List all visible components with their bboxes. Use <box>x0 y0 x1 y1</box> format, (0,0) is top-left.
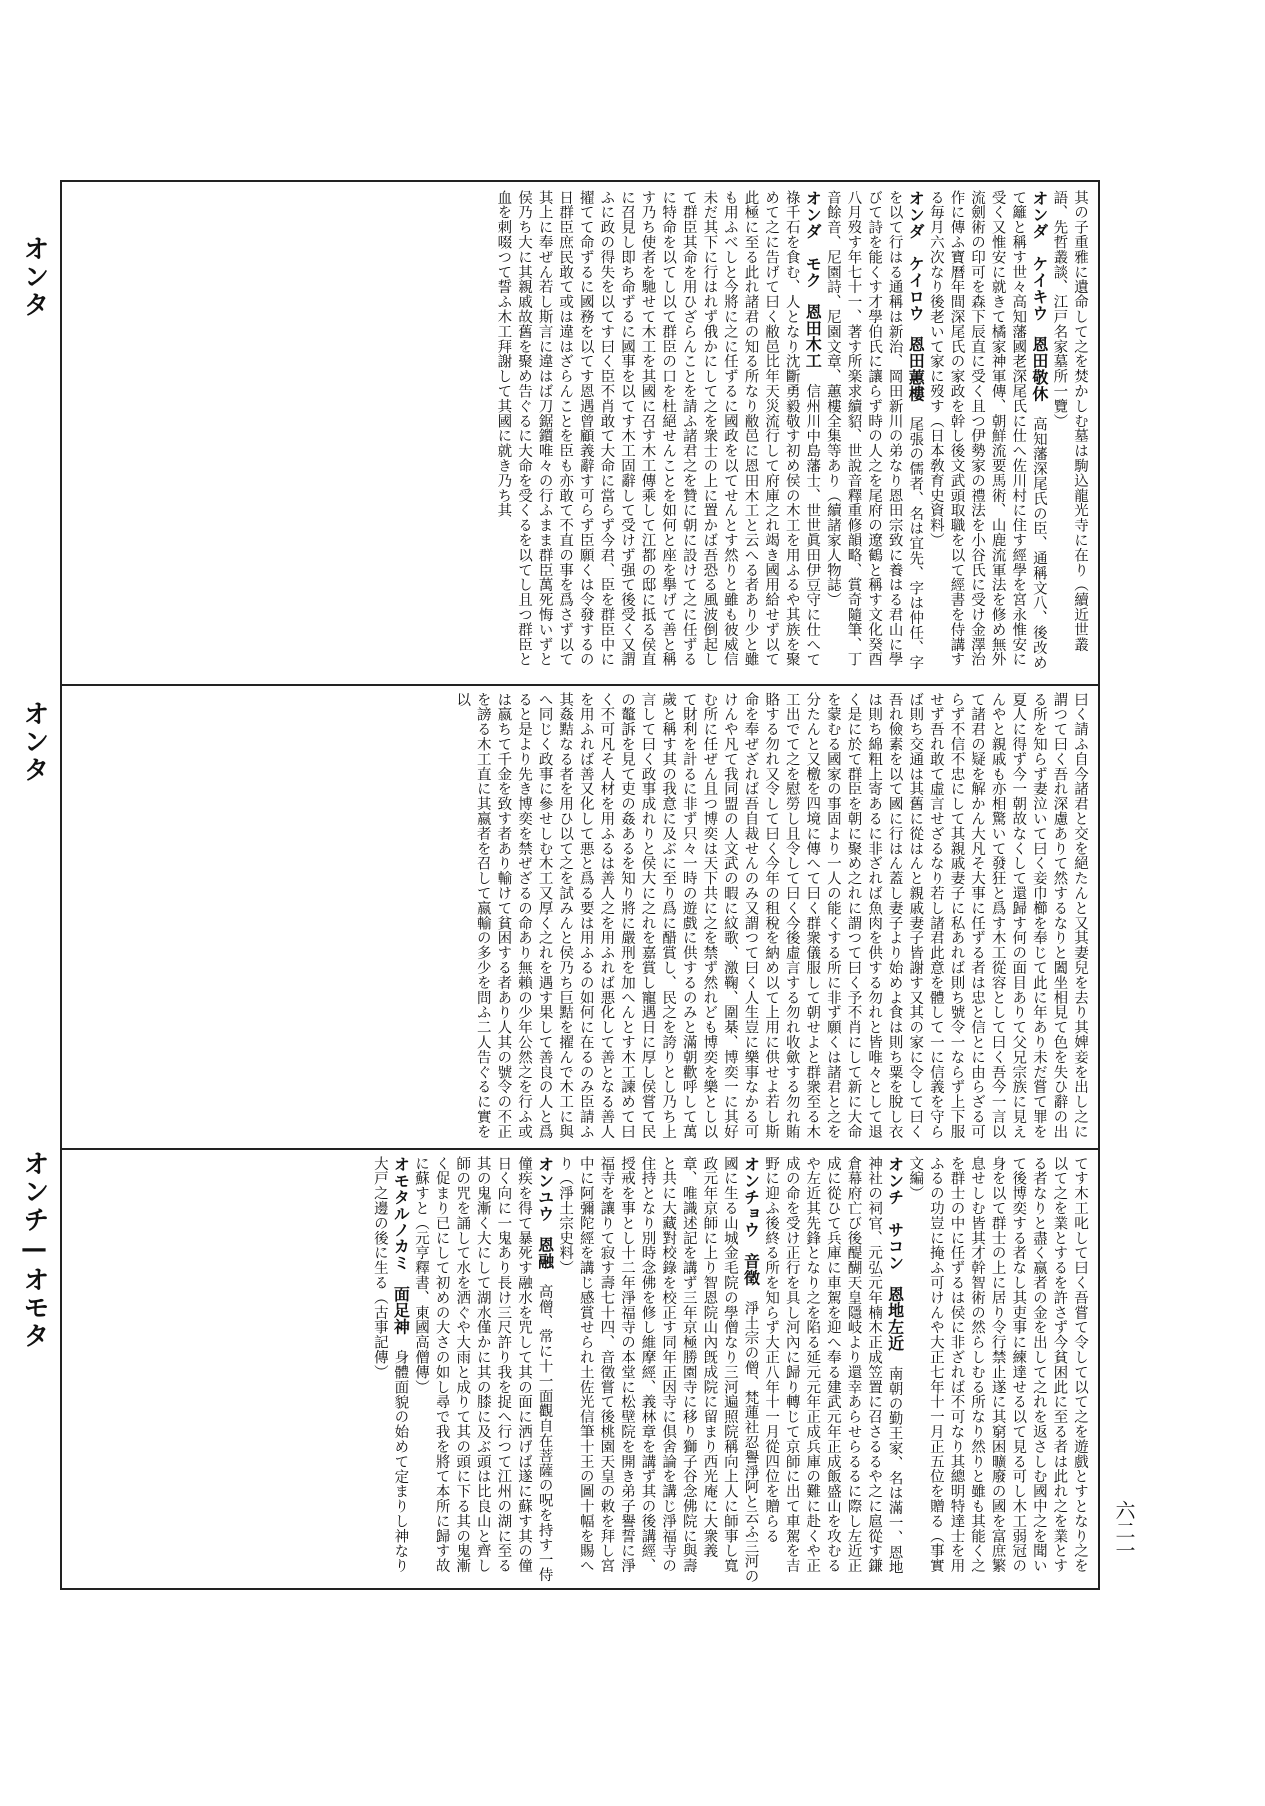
side-label-2: オンタ <box>19 700 49 784</box>
entry <box>761 1156 905 1584</box>
entry-headword: オンダ ケイキウ <box>1029 190 1049 322</box>
entry-body: 高僧、常に十一面觀自在菩薩の呪を持す一侍僮疾を得て暴死す融水を咒して其の面に洒げば遂に蘇す其の僮日く向に一鬼あり長け三尺許り我を捉へ行つて江州の湖に至る其の鬼漸く大にして湖水僅かに其の膝に及ぶ頭は比良山と齊し師の咒を誦して水を洒ぐや大雨と成りて其の頭に下る其の鬼漸く促まり已にして初めの大さの如し尋で我を將て本所に歸す故に蘇すと（元亨釋書、東國高僧傳） <box>413 1156 553 1583</box>
tier-divider-2 <box>60 1148 1100 1150</box>
tier-1 <box>78 190 1090 678</box>
entry-headword: オンダ モク <box>803 190 823 289</box>
entry-continuation: てす木工叱して曰く吾嘗て令して以て之を遊戲とすとなり之を以て之を業とするを許さず今貧困此に至る者は此れ之を業とする者なりと盡く嬴者の金を出して之れを返さしむ國中之を聞いて後博奕する者なし其吏事に練達せる以て見る可し木工弱冠の身を以て群士の上に居り令行禁止遂に其窮困曠廢の國を富庶繁息せしむ皆其才幹智術の然らしむる所なり然りと雖も其能く之を群士の中に任ずるは侯に非ざれば不可なり其總明特達士を用ふるの功豈に掩ふ可けんや大正七年十一月正五位を贈る（事實文編） <box>907 1156 1088 1574</box>
entry-headword: オンダ ケイロウ <box>906 190 926 322</box>
entry <box>925 190 1049 678</box>
entry-body: 信州川中島藩士、世世眞田伊豆守に仕へて祿千石を食む、人となり沈斷勇毅敬す初め侯の木工を用ふるや其族を聚めて之に告げて曰く敝邑比年天災流行して府庫之れ竭き國用給せず以て此極に至る此れ諸君の知る所なり敝邑に恩田木工と云へる者あり少と雖も用ふべしと今將に之に任ずるに國政を以てせんとす然りと雖も彼威信未だ其下に行はれず俄かにして之を衆士の上に置かば吾恐る風波倒起して群臣其命を用ひざらんことを請ふ諸君之を贊に朝に設けて之に任ずるに特命を以てし以て群臣の口を杜絕せんことを如何と座を擧げて善と稱す乃ち使者を馳せて木工を其國に召す木工傳乘して江都の邸に抵る侯直に召見し即ち命ずるに國事を以てす木工固辭して受けず强て後受く又謂ふに政の得失を以てす曰く臣不肖敢て大命に當らず今君、臣を群臣中に擢てて命ずるに國務を以てす恩遇曾顧義辭す可らず臣願くは令發するの日群臣庶民敢て或は違はざらんことを臣も亦敢て不直の事を爲さず以て其上に奉ぜん若し斯言に違はば刀鋸鑕唯々の行ふまま群臣萬死悔いずと侯乃ち大に其親戚故舊を聚め告ぐるに大命を受くるを以てし且つ群臣と血を刺啜つて誓ふ木工拜謝して其國に就き乃ち其 <box>495 190 821 667</box>
entry-name: 恩地左近 <box>885 1285 905 1352</box>
entry-body: 高知藩深尾氏の臣、通稱文八、後改めて籬と稱す世々高知藩國老深尾氏に仕へ佐川村に住す經學を宮永惟安に受く又惟安に就きて橘家神軍傳、朝鮮流要馬術、山鹿流軍法を修め無外流劍術の印可を森下辰直に受く且つ伊勢家の禮法を小谷氏に受け金澤治作に傳ふ寶曆年間深尾氏の家政を幹し後文武頭取職を以て經書を侍講する毎月六次なり後老いて家に歿す（日本敎育史資料） <box>927 190 1047 670</box>
entry-headword: オンチ サコン <box>885 1156 905 1271</box>
page-number: 六二一 <box>1112 1500 1136 1560</box>
entry <box>410 1156 554 1584</box>
entry-body: 尾張の儒者、名は宜先、字は仲任、字を以て行はる通稱は新治、岡田新川の弟なり恩田宗致に養はる君山に學びて詩を能くす才學伯氏に讓らず時の人之を尾府の遼鶴と稱す文化癸酉八月歿す年七十一、著す所楽求續貂、世說音釋重修韻略、賞奇隨筆、丁音餘音、尼園詩、尼園文章、蕙樓全集等あり（續諸家人物誌） <box>824 190 924 670</box>
entry-headword: オンユウ <box>535 1156 555 1222</box>
tier-divider-1 <box>60 684 1100 686</box>
entry <box>555 1156 761 1584</box>
entry-continuation: 其の子重雅に遺命して之を焚かしむ墓は駒込龍光寺に在り（續近世叢語、先哲叢談、江戸名家墓所一覽） <box>1051 190 1088 652</box>
entry-name: 恩田蕙樓 <box>906 336 926 402</box>
entry-name: 音徵 <box>741 1252 761 1286</box>
tier-3 <box>78 1156 1090 1584</box>
side-label-3: オンチ—オモタ <box>19 1150 49 1350</box>
entry-body: 南朝の勤王家、名は滿一、恩地神社の祠官、元弘元年楠木正成笠置に召さるるや之に扈從す鎌倉幕府亡び後醍醐天皇隱岐より還幸あらせらるるに際し左近正成に從ひて兵庫に車駕を迎へ奉る建武元年正成飯盛山を攻むるや左近其先鋒となり之を陷る延元元年正成兵庫の難に赴くや正成の命を受け正行を具し河內に歸り轉じて京師に出て車駕を吉野に迎ふ後終る所を知らず大正八年十一月從四位を贈らる <box>763 1156 903 1575</box>
entry <box>822 190 925 678</box>
entry-headword: オンチョウ <box>741 1156 761 1238</box>
entry-name: 恩田敬休 <box>1029 336 1049 402</box>
entry <box>493 190 823 678</box>
tier-2 <box>78 692 1090 1142</box>
side-label-1: オンタ <box>19 235 49 319</box>
entry-name: 面足神 <box>391 1285 411 1335</box>
entry-headword: オモタルノカミ <box>391 1156 411 1271</box>
entry-body: 淨土宗の僧、梵蓮社忍譽淨阿と云ふ三河の國に生る山城金毛院の學僧なり三河遍照院稱向上人に師事し寬政元年京師に上り智恩院山內旣成院に留まり西光庵に大衆義章、唯識述記を講ず三年京極勝園寺に移り獅子谷念佛院に與壽と共に大藏對校錄を校正す同年正因寺に倶舍論を講じ淨福寺の住持となり別時念佛を修し維摩經、義林章を講ず其の後講經、授戒を事とし十二年淨福寺の本堂に松壁院を開き弟子譽誓に淨福寺を讓りて寂す壽七十四、音徵嘗て後桃園天皇の敕を拜し宮中に阿彌陀經を講じ感賞せられ土佐光信筆十王の圖十幅を賜へり（淨土宗史料） <box>557 1156 759 1584</box>
entry-name: 恩融 <box>535 1236 555 1270</box>
entry <box>369 1156 410 1584</box>
entry-body: 身體面貌の始めて定まりし神なり大戸之邊の後に生る（古事記傳） <box>371 1156 409 1574</box>
entry-name: 恩田木工 <box>803 303 823 369</box>
entry <box>349 1156 370 1584</box>
entry-continuation: 曰く請ふ自今諸君と交を絕たんと又其妻兒を去り其婢妾を出し之に謂つて曰く吾れ深慮ありて然するなりと闔坐相見て色を失ひ辭の出る所を知らず妻泣いて曰く妾巾櫛を奉じて此に年あり未だ嘗て罪を夏人に得ず今一朝故なくして還歸す何の面目ありて父兄宗族に見えんやと親戚も亦相驚いて發狂と爲す木工從容として曰く吾今一言以て諸君の疑を解かん大凡そ大事に任ずる者は忠と信とに由らざる可らず不信不忠にして其親戚妻子に私あれば則ち號令一ならず上下服せず吾れ敢て虛言せざるなり若し諸君此意を體して一に信義を守らば則ち交通は其舊に從はんと親戚妻子皆謝す又其の家に令して曰く吾れ儉素を以て國に行はん蓋し妻子より始めよ食は則ち粟を脫し衣は則ち綿粗上寄あるに非ざれば魚肉を供する勿れと皆唯々として退く是に於て群臣を朝に聚め之れに謂つて曰く予不肖にして新に大命を蒙むる國家の事固より一人の能くする所に非ず願くは諸君と之を分たんと又檄を四境に傳へて曰く群衆儀服して朝せよと群衆至る木工出でて之を慰勞し且令して曰く今後虛言する勿れ收歛する勿れ賄賂する勿れ又令して曰く今年の租稅を納め以て上用に供せよ若し斯命を奉ぜざれば吾自裁せんのみ又謂つて曰く人生豈に樂事なかる可けんや凡て我同盟の人文武の暇に紋歌、激鞠、圍棊、博奕一に其好む所に任ぜん且つ博奕は天下共に之を禁ず然れども博奕を樂とし以て財利を計るに非ず只々一時の遊戲に供するのみと滿朝歡呼して萬歲と稱す其の我意に及ぶに至り爲に醋賞し、民之を誇りとし乃ち上言して曰く政事成れりと侯大に之れを嘉賞し寵遇日に厚し侯嘗て民の鼇訴を見て吏の姦あるを知り將に嚴刑を加へんとす木工諫めて曰く不可凡そ人材を用ふるは善人之を用ふれば悪化して善となる善人を用ふれば善又化して悪と爲る要は用ふるの如何に在るのみ臣請ふ其姦黠なる者を用ひ以て之を試みんと侯乃ち巨黠を擢んで木工に與へ同じく政事に參せしむ木工又厚く之れを遇す果して善良の人と爲ると是より先き博奕を禁ぜざるの命あり無賴の少年公然之を行ふ或は嬴ちて千金を致す者あり輸けて貧困する者あり人其の號令の不正を謗る木工直に其嬴者を召して嬴輸の多少を問ふ二人告ぐるに實を以 <box>454 692 1088 1139</box>
